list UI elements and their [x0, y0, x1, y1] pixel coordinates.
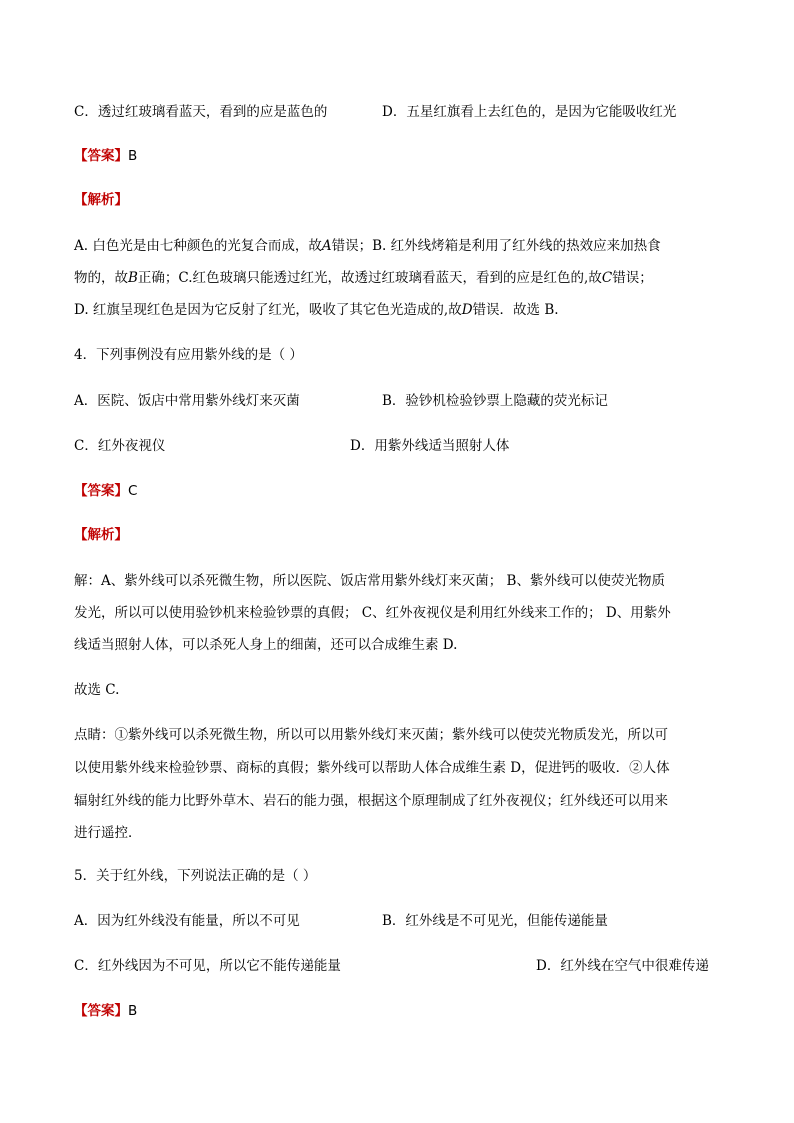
q4-answer — [74, 481, 137, 501]
q5-option-c: C．红外线因为不可见，所以它不能传递能量 — [74, 958, 341, 974]
option-var: A — [321, 238, 332, 254]
q3-analysis-line-1 — [74, 236, 661, 256]
text: 物的，故 — [74, 270, 128, 286]
option-var: B — [128, 270, 138, 286]
q4-stem: 4．下列事例没有应用紫外线的是（ ） — [74, 347, 303, 363]
q5-stem: 5．关于红外线，下列说法正确的是（ ） — [74, 868, 317, 884]
q3-option-d: D．五星红旗看上去红色的，是因为它能吸收红光 — [382, 104, 677, 120]
q4-analysis-tag — [74, 525, 128, 545]
q4-analysis-line-1: 解：A、紫外线可以杀死微生物，所以医院、饭店常用紫外线灯来灭菌； B、紫外线可以使荧光物质 — [74, 573, 665, 589]
answer-tag: 【答案】 — [74, 1003, 128, 1019]
option-var: D — [461, 302, 473, 318]
option-var: C — [601, 270, 613, 286]
q3-analysis-tag — [74, 190, 128, 210]
q3-analysis-line-2 — [74, 268, 653, 288]
q3-answer — [74, 146, 137, 166]
answer-tag: 【答案】 — [74, 148, 128, 164]
text: D. 红旗呈现红色是因为它反射了红光，吸收了其它色光造成的,故 — [74, 302, 462, 318]
answer-tag: 【答案】 — [74, 483, 128, 499]
analysis-tag: 【解析】 — [74, 192, 128, 208]
q4-analysis-line-3: 线适当照射人体，可以杀死人身上的细菌，还可以合成维生素 D. — [74, 637, 458, 653]
q5-option-d: D．红外线在空气中很难传递 — [536, 958, 709, 974]
answer-value: B — [128, 148, 138, 164]
text: 正确；C.红色玻璃只能透过红光，故透过红玻璃看蓝天，看到的应是红色的,故 — [137, 270, 602, 286]
text: 错误．故选 B. — [472, 302, 559, 318]
q4-option-d: D．用紫外线适当照射人体 — [350, 438, 510, 454]
analysis-tag: 【解析】 — [74, 527, 128, 543]
q4-conclusion: 故选 C. — [74, 682, 120, 698]
q4-note-line-2: 以使用紫外线来检验钞票、商标的真假；紫外线可以帮助人体合成维生素 D，促进钙的吸收．②人体 — [74, 760, 670, 776]
q4-note-line-1: 点睛：①紫外线可以杀死微生物，所以可以用紫外线灯来灭菌；紫外线可以使荧光物质发光，所以可 — [74, 727, 668, 743]
text: A. 白色光是由七种颜色的光复合而成，故 — [74, 238, 322, 254]
answer-value: B — [128, 1003, 138, 1019]
text: 错误；B. 红外线烤箱是利用了红外线的热效应来加热食 — [331, 238, 661, 254]
text: 错误； — [612, 270, 653, 286]
q4-analysis-line-2: 发光，所以可以使用验钞机来检验钞票的真假； C、红外夜视仪是利用红外线来工作的； D、用紫外 — [74, 605, 671, 621]
q5-answer — [74, 1001, 137, 1021]
q4-option-b: B．验钞机检验钞票上隐藏的荧光标记 — [382, 393, 608, 409]
q5-option-b: B．红外线是不可见光，但能传递能量 — [382, 913, 608, 929]
q4-note-line-3: 辐射红外线的能力比野外草木、岩石的能力强，根据这个原理制成了红外夜视仪；红外线还可以用来 — [74, 793, 668, 809]
q3-option-c: C．透过红玻璃看蓝天，看到的应是蓝色的 — [74, 104, 328, 120]
q4-note-line-4: 进行遥控． — [74, 825, 142, 841]
q3-analysis-line-3 — [74, 300, 559, 320]
q4-option-a: A．医院、饭店中常用紫外线灯来灭菌 — [74, 393, 300, 409]
answer-value: C — [128, 483, 138, 499]
q4-option-c: C．红外夜视仪 — [74, 438, 166, 454]
q5-option-a: A．因为红外线没有能量，所以不可见 — [74, 913, 300, 929]
